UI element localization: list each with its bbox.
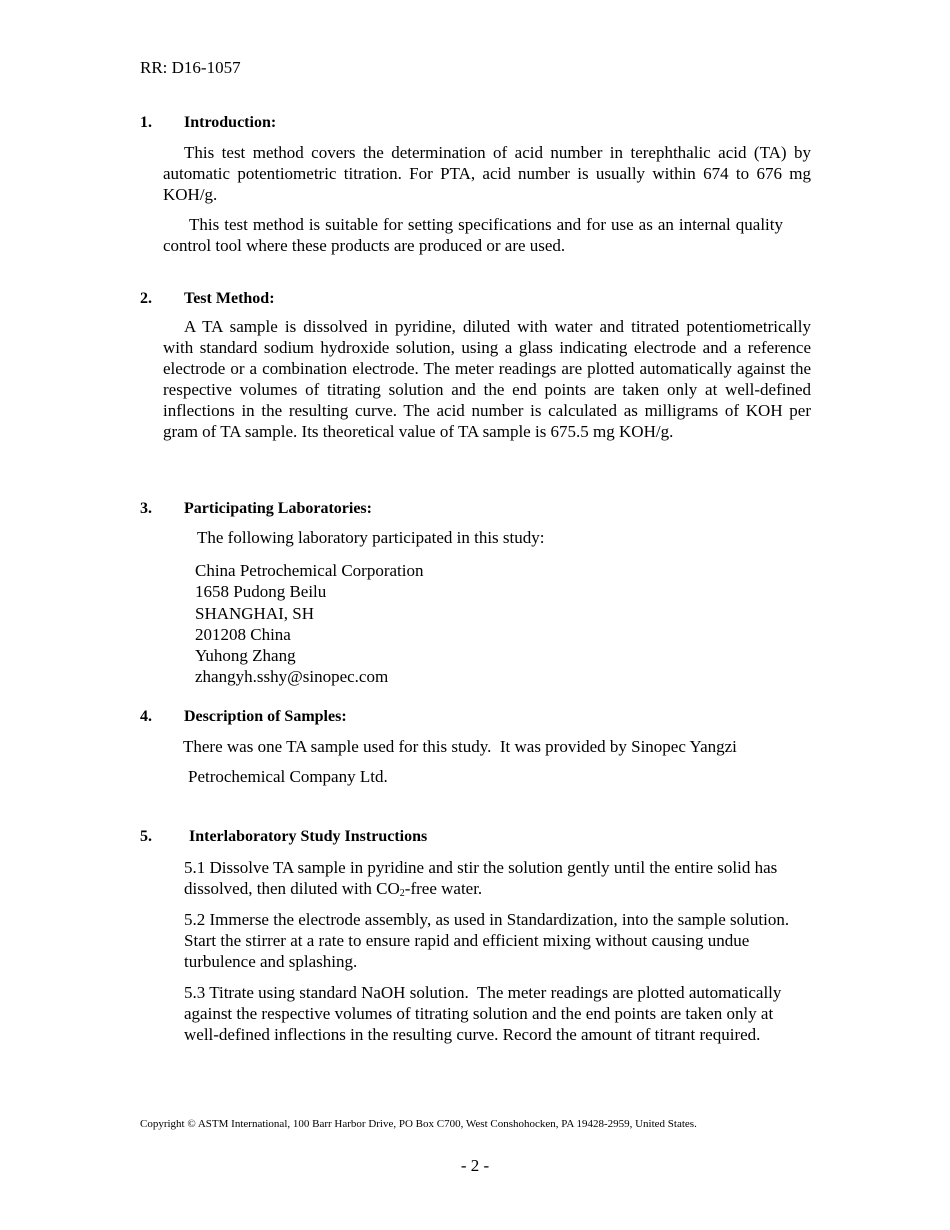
instruction-5-1 xyxy=(184,857,806,899)
instruction-5-1-text: 5.1 Dissolve TA sample in pyridine and stir the solution gently until the entire solid has dissolved, then diluted with CO xyxy=(184,858,778,898)
lab-organization: China Petrochemical Corporation xyxy=(195,561,424,580)
section-1-paragraph-1-text: This test method covers the determination of acid number in terephthalic acid (TA) by automatic potentiometric titration. For PTA, acid number is usually within 674 to 676 mg KOH/g. xyxy=(163,143,811,204)
section-4-title: Description of Samples: xyxy=(184,708,347,725)
section-3-title: Participating Laboratories: xyxy=(184,500,372,517)
section-1-title: Introduction: xyxy=(184,114,277,131)
section-4-line-2: Petrochemical Company Ltd. xyxy=(188,767,388,786)
section-4-number: 4. xyxy=(140,708,152,725)
instruction-5-1-tail: -free water. xyxy=(404,879,483,898)
report-id: RR: D16-1057 xyxy=(140,58,241,77)
section-1-number: 1. xyxy=(140,114,152,131)
lab-street: 1658 Pudong Beilu xyxy=(195,582,327,602)
section-5-title: Interlaboratory Study Instructions xyxy=(189,828,428,845)
lab-address xyxy=(195,560,424,688)
page-number: - 2 - xyxy=(460,1156,490,1175)
section-1-paragraph-2-text: This test method is suitable for setting specifications and for use as an internal quality control tool where these products are produced or are used. xyxy=(163,215,783,255)
lab-postal: 201208 China xyxy=(195,624,291,644)
section-5-number: 5. xyxy=(140,828,152,845)
lab-contact: Yuhong Zhang xyxy=(195,646,296,666)
copyright-footer: Copyright © ASTM International, 100 Barr Harbor Drive, PO Box C700, West Conshohocken, PA 19428-2959, United States. xyxy=(140,1118,697,1130)
section-2-paragraph-1-text: A TA sample is dissolved in pyridine, diluted with water and titrated potentiometrically with standard sodium hydroxide solution, using a glass indicating electrode and a reference electrode or a combination electrode. The meter readings are plotted automatically against the respective volumes of titrating solution and the end points are taken only at well-defined inflections in the resulting curve. The acid number is calculated as milligrams of KOH per gram of TA sample. Its theoretical value of TA sample is 675.5 mg KOH/g. xyxy=(163,317,811,441)
lab-city: SHANGHAI, SH xyxy=(195,603,315,623)
section-2-paragraph-1 xyxy=(163,316,811,442)
lab-email: zhangyh.sshy@sinopec.com xyxy=(195,667,389,687)
instruction-5-1-subscript: 2 xyxy=(399,888,405,899)
section-2-number: 2. xyxy=(140,290,152,307)
section-1-paragraph-2 xyxy=(163,214,783,256)
section-3-number: 3. xyxy=(140,500,152,517)
section-4-line-1: There was one TA sample used for this study. It was provided by Sinopec Yangzi xyxy=(183,737,737,756)
instruction-5-3: 5.3 Titrate using standard NaOH solution. The meter readings are plotted automatically against the respective volumes of titrating solution and the end points are taken only at well-defined inflections in the resulting curve. Record the amount of titrant required. xyxy=(184,983,786,1044)
instruction-5-2: 5.2 Immerse the electrode assembly, as used in Standardization, into the sample solution. Start the stirrer at a rate to ensure rapid and efficient mixing without causing undue turbulence and splashing. xyxy=(184,910,798,971)
section-1-paragraph-1 xyxy=(163,142,811,205)
section-3-intro: The following laboratory participated in this study: xyxy=(197,528,545,547)
section-2-title: Test Method: xyxy=(184,290,275,307)
